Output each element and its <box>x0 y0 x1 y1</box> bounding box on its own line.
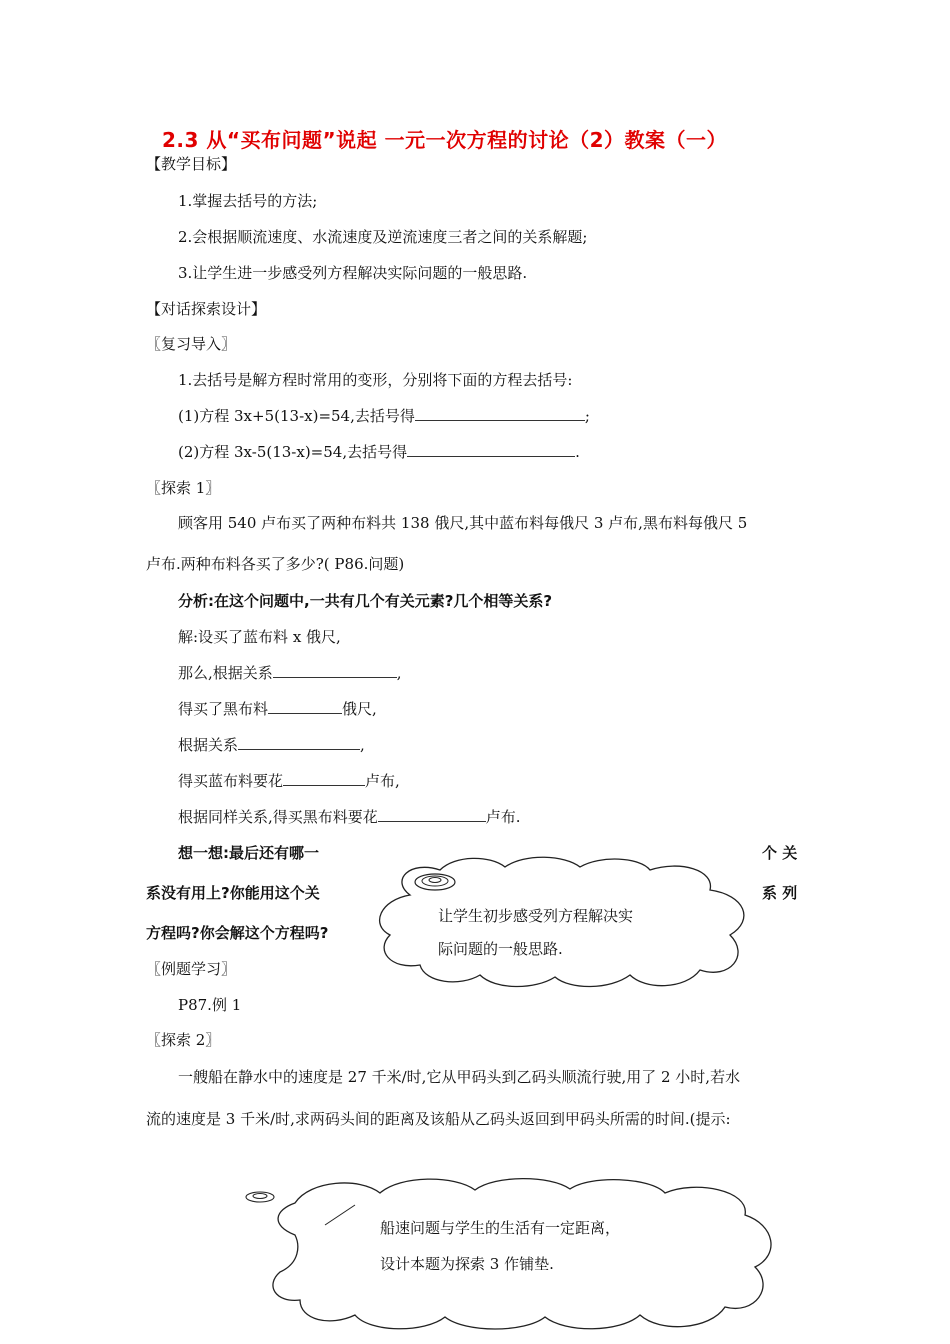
solution-line-4 <box>178 734 365 755</box>
design-header: 【对话探索设计】 <box>146 300 267 318</box>
solution-line-1: 解:设买了蓝布料 x 俄尺, <box>178 628 341 646</box>
solution-line-5 <box>178 770 400 791</box>
answer-blank[interactable] <box>273 663 397 678</box>
solution-line-6 <box>178 806 521 827</box>
answer-blank[interactable] <box>415 406 585 421</box>
goal-3: 3.让学生进一步感受列方程解决实际问题的一般思路. <box>178 264 528 282</box>
solution-line-5-end: 卢布, <box>365 772 400 790</box>
solution-line-3-end: 俄尺, <box>342 700 377 718</box>
review-header: 〖复习导入〗 <box>146 335 237 353</box>
equation-2-end: . <box>575 443 580 461</box>
equation-2-text: (2)方程 3x-5(13-x)=54,去括号得 <box>178 443 408 461</box>
problem-2-line-1: 一艘船在静水中的速度是 27 千米/时,它从甲码头到乙码头顺流行驶,用了 2 小时,若水 <box>178 1068 741 1086</box>
goal-2: 2.会根据顺流速度、水流速度及逆流速度三者之间的关系解题; <box>178 228 588 246</box>
equation-1 <box>178 405 590 426</box>
solution-line-4-text: 根据关系 <box>178 736 239 754</box>
think-line-1-left: 想一想:最后还有哪一 <box>178 844 319 862</box>
think-line-3: 方程吗?你会解这个方程吗? <box>146 924 329 942</box>
equation-1-text: (1)方程 3x+5(13-x)=54,去括号得 <box>178 407 415 425</box>
review-item-1: 1.去括号是解方程时常用的变形，分别将下面的方程去括号: <box>178 371 573 389</box>
cloud-1-line-2: 际问题的一般思路. <box>438 940 563 958</box>
solution-line-3 <box>178 698 377 719</box>
solution-line-3-text: 得买了黑布料 <box>178 700 269 718</box>
think-line-1-right: 个 关 <box>762 844 798 862</box>
cloud-2-line-2: 设计本题为探索 3 作铺垫. <box>380 1255 554 1273</box>
answer-blank[interactable] <box>283 771 365 786</box>
solution-line-2-end: , <box>396 664 402 682</box>
problem-2-line-2: 流的速度是 3 千米/时,求两码头间的距离及该船从乙码头返回到甲码头所需的时间.(提示: <box>146 1110 731 1128</box>
answer-blank[interactable] <box>238 735 360 750</box>
equation-1-end: ; <box>584 407 590 425</box>
goals-header: 【教学目标】 <box>146 155 237 173</box>
solution-line-4-end: , <box>360 736 365 754</box>
goal-1: 1.掌握去括号的方法; <box>178 192 318 210</box>
solution-line-5-text: 得买蓝布料要花 <box>178 772 284 790</box>
solution-line-2 <box>178 662 402 683</box>
cloud-1-line-1: 让学生初步感受列方程解决实 <box>438 907 634 925</box>
cloud-2-line-1: 船速问题与学生的生活有一定距离， <box>380 1219 621 1237</box>
explore-2-header: 〖探索 2〗 <box>146 1031 221 1049</box>
problem-1-line-1: 顾客用 540 卢布买了两种布料共 138 俄尺,其中蓝布料每俄尺 3 卢布,黑布料每俄尺 5 <box>178 514 748 532</box>
think-line-2-left: 系没有用上?你能用这个关 <box>146 884 320 902</box>
page-title: 2.3 从“买布问题”说起 一元一次方程的讨论（2）教案（一） <box>162 128 728 152</box>
explore-1-header: 〖探索 1〗 <box>146 479 221 497</box>
problem-1-line-2: 卢布.两种布料各买了多少?( P86.问题) <box>146 555 405 573</box>
think-line-2-right: 系 列 <box>762 884 798 902</box>
example-1: P87.例 1 <box>178 996 242 1014</box>
answer-blank[interactable] <box>407 442 575 457</box>
equation-2 <box>178 441 580 462</box>
solution-line-6-text: 根据同样关系,得买黑布料要花 <box>178 808 378 826</box>
example-header: 〖例题学习〗 <box>146 960 237 978</box>
solution-line-2-text: 那么,根据关系 <box>178 664 273 682</box>
answer-blank[interactable] <box>378 807 486 822</box>
analysis-question: 分析:在这个问题中,一共有几个有关元素?几个相等关系? <box>178 592 553 610</box>
answer-blank[interactable] <box>268 699 342 714</box>
solution-line-6-end: 卢布. <box>485 808 521 826</box>
